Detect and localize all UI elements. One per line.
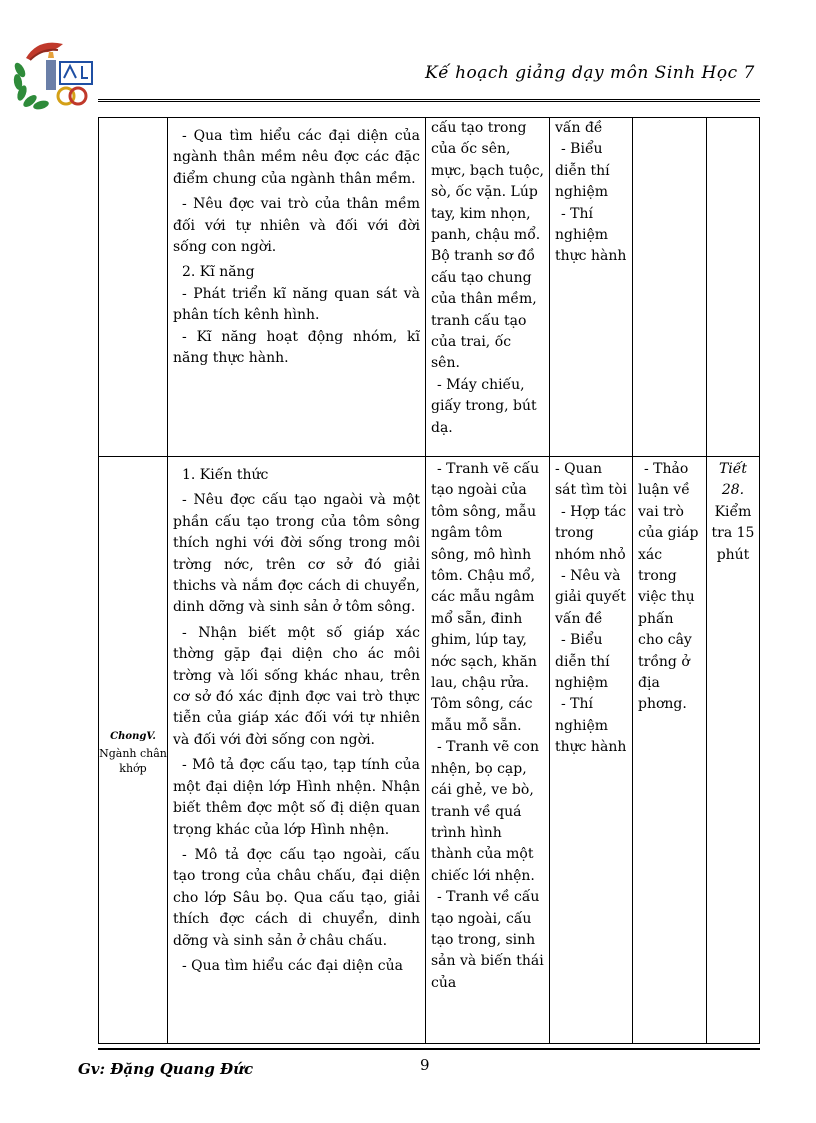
method-text: - Biểu diễn thí nghiệm xyxy=(555,632,610,692)
lesson-number: Tiết 28. xyxy=(718,461,748,499)
method-text: - Biểu diễn thí nghiệm xyxy=(555,141,610,201)
chapter-cell xyxy=(99,457,168,1044)
objective-heading: 1. Kiến thức xyxy=(182,467,269,483)
document-header-title: Kế hoạch giảng dạy môn Sinh Học 7 xyxy=(425,63,755,83)
method-text: - Thí nghiệm thực hành xyxy=(555,205,627,265)
material-text: - Tranh vẽ cấu tạo ngoài của tôm sông, mẫu ngâm tôm sông, mô hình tôm. Chậu mổ, các mẫu ngâm mổ sẵn, đinh ghim, lúp tay, nớc sạch, khăn lau, chậu rửa. Tôm sông, các mẫu mỗ sẵn. xyxy=(431,461,540,734)
activities-cell xyxy=(633,118,707,457)
method-text: - Hợp tác trong nhóm nhỏ xyxy=(555,503,627,563)
school-logo-icon xyxy=(8,30,108,110)
objective-text: - Nhận biết một số giáp xác thờng gặp đại diện cho ác môi trờng và lối sống khác nhau, trên cơ sở đó xác định đợc vai trò thực tiễn của giáp xác đối với tự nhiên và đối với đời sống con ngời. xyxy=(173,624,420,748)
table-row xyxy=(99,457,760,1044)
material-text: - Máy chiếu, giấy trong, bút dạ. xyxy=(431,376,537,436)
objective-text: - Phát triển kĩ năng quan sát và phân tích kênh hình. xyxy=(173,285,420,324)
methods-cell xyxy=(550,457,633,1044)
objective-heading: 2. Kĩ năng xyxy=(182,264,255,281)
objectives-cell xyxy=(168,457,426,1044)
activity-text: - Thảo luận về vai trò của giáp xác trong việc thụ phấn cho cây trồng ở địa phơng. xyxy=(638,461,699,713)
materials-cell xyxy=(426,118,550,457)
chapter-cell xyxy=(99,118,168,457)
objective-text: - Qua tìm hiểu các đại diện của xyxy=(182,957,403,974)
method-text: - Thí nghiệm thực hành xyxy=(555,696,627,756)
chapter-name: Ngành chân khớp xyxy=(99,747,167,775)
objective-text: - Nêu đợc vai trò của thân mềm đối với tự nhiên và đối với đời sống con ngời. xyxy=(173,196,420,256)
objective-text: - Nêu đợc cấu tạo ngaòi và một phần cấu tạo trong của tôm sông thích nghi với đời sống trong môi trờng nớc, trên cơ sở đó giải thichs và nắm đợc cách di chuyển, dinh dỡng và sinh sản ở tôm sông. xyxy=(173,492,420,616)
test-note: Kiểm tra 15 phút xyxy=(711,503,755,563)
footer-divider xyxy=(98,1048,760,1050)
table-row xyxy=(99,118,760,457)
author-name: Gv: Đặng Quang Đức xyxy=(78,1060,254,1078)
page-number: 9 xyxy=(420,1056,430,1074)
objective-text: - Mô tả đợc cấu tạo ngoài, cấu tạo trong của châu chấu, đại diện cho lớp Sâu bọ. Qua cấu tạo, giải thích đợc cách di chuyển, dinh dỡng và sinh sản ở châu chấu. xyxy=(173,846,420,949)
activities-cell xyxy=(633,457,707,1044)
materials-cell xyxy=(426,457,550,1044)
lesson-plan-table xyxy=(98,117,760,1044)
objective-text: - Kĩ năng hoạt động nhóm, kĩ năng thực hành. xyxy=(173,328,420,367)
method-text: - Nêu và giải quyết vấn đề xyxy=(555,568,626,627)
header-divider xyxy=(98,99,760,102)
methods-cell xyxy=(550,118,633,457)
material-text: cấu tạo trong của ốc sên, mực, bạch tuộc, sò, ốc vặn. Lúp tay, kim nhọn, panh, chậu mổ. Bộ tranh sơ đồ cấu tạo chung của thân mềm, tranh cấu tạo của trai, ốc sên. xyxy=(431,120,545,372)
objectives-cell xyxy=(168,118,426,457)
notes-cell xyxy=(707,457,760,1044)
material-text: - Tranh vẽ con nhện, bọ cạp, cái ghẻ, ve bò, tranh về quá trình hình thành của một chiếc lới nhện. xyxy=(431,739,539,884)
objective-text: - Mô tả đợc cấu tạo, tạp tính của một đại diện lớp Hình nhện. Nhận biết thêm đợc một số đị diện quan trọng khác của lớp Hình nhện. xyxy=(173,757,420,838)
method-text: - Quan sát tìm tòi xyxy=(555,461,627,499)
material-text: - Tranh về cấu tạo ngoài, cấu tạo trong, sinh sản và biến thái của xyxy=(431,889,544,991)
objective-text: - Qua tìm hiểu các đại diện của ngành thân mềm nêu đợc các đặc điểm chung của ngành thân mềm. xyxy=(173,128,420,187)
chapter-label: ChongV. xyxy=(110,731,156,742)
notes-cell xyxy=(707,118,760,457)
method-text: vấn đề xyxy=(555,120,603,136)
